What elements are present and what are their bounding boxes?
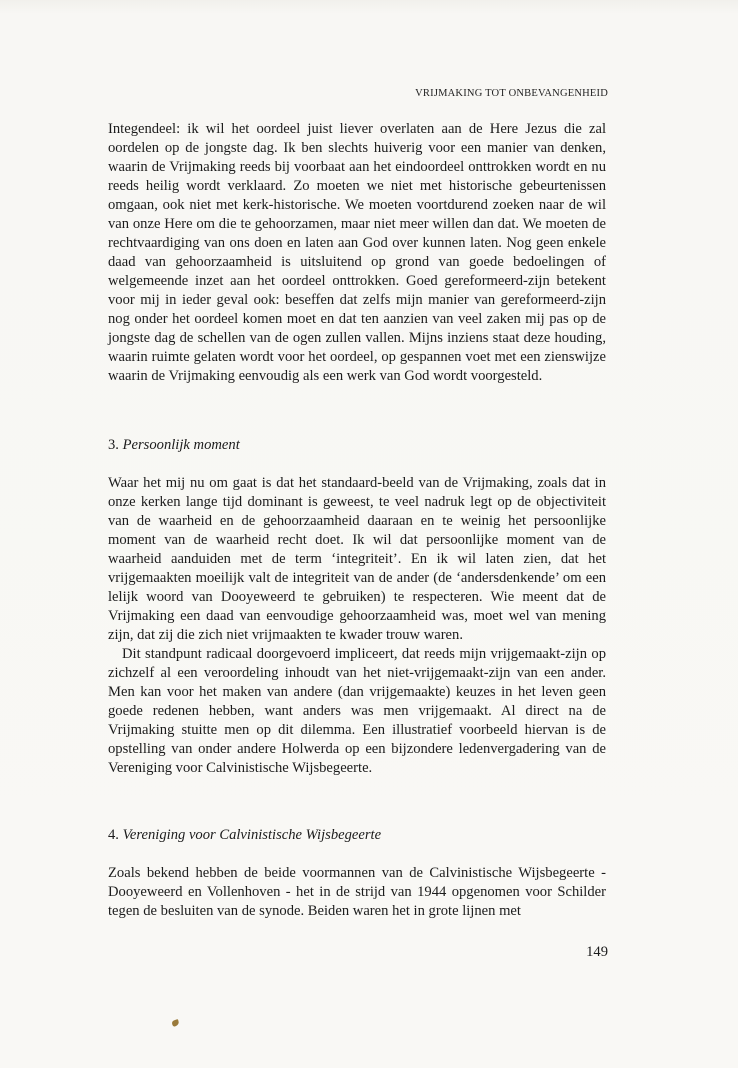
section-number: 3. bbox=[108, 437, 119, 453]
running-head: VRIJMAKING TOT ONBEVANGENHEID bbox=[415, 88, 608, 99]
paragraph: Integendeel: ik wil het oordeel juist liever overlaten aan de Here Jezus die zal oordelen op de jongste dag. Ik ben slechts huiverig voor een manier van denken, waarin de Vrijmaking reeds bij voorbaat aan het eindoordeel onttrokken wordt en nu reeds heilig wordt verklaard. Zo moeten we niet met historische gebeurtenissen omgaan, ook niet met kerk-historische. We moeten voortdurend zoeken naar de wil van onze Here om die te gehoorzamen, maar niet meer willen dan dat. We moeten de rechtvaardiging van ons doen en laten aan God over kunnen laten. Nog geen enkele daad van gehoorzaamheid is uitsluitend op grond van goede bedoelingen of welgemeende inzet aan het oordeel onttrokken. Goed gereformeerd-zijn betekent voor mij in ieder geval ook: beseffen dat zelfs mijn manier van gereformeerd-zijn nog onder het oordeel komen moet en dat ten aanzien van veel zaken mij pas op de jongste dag de schellen van de ogen zullen vallen. Mijns inziens staat deze houding, waarin ruimte gelaten wordt voor het oordeel, op gespannen voet met een zienswijze waarin de Vrijmaking eenvoudig als een werk van God wordt voorgesteld. bbox=[108, 121, 606, 384]
page-number: 149 bbox=[586, 944, 608, 960]
section-number: 4. bbox=[108, 827, 119, 843]
section-title: Persoonlijk moment bbox=[122, 437, 240, 453]
section-title: Vereniging voor Calvinistische Wijsbegeerte bbox=[122, 827, 382, 843]
paragraph: Waar het mij nu om gaat is dat het standaard-beeld van de Vrijmaking, zoals dat in onze kerken lange tijd dominant is geweest, te veel nadruk legt op de objectiviteit van de waarheid en de gehoorzaamheid daaraan en te weinig het persoonlijke moment van de waarheid recht doet. Ik wil dat persoonlijke moment van de waarheid aanduiden met de term ‘integriteit’. En ik wil laten zien, dat het vrijgemaakten moeilijk valt de integriteit van de ander (de ‘andersdenkende’ om een lelijk woord van Dooyeweerd te gebruiken) te respecteren. Wie meent dat de Vrijmaking een daad van eenvoudige gehoorzaamheid was, moet wel van mening zijn, dat zij die zich niet vrijmaakten te kwader trouw waren. bbox=[108, 475, 606, 643]
ink-spot bbox=[171, 1019, 180, 1027]
body-text-block-2 bbox=[108, 474, 606, 778]
body-text-block-1 bbox=[108, 120, 606, 386]
paragraph: Zoals bekend hebben de beide voormannen van de Calvinistische Wijsbegeerte - Dooyeweerd en Vollenhoven - het in de strijd van 1944 opgenomen voor Schilder tegen de besluiten van de synode. Beiden waren het in grote lijnen met bbox=[108, 865, 606, 919]
section-heading-4 bbox=[108, 827, 381, 844]
section-heading-3 bbox=[108, 437, 240, 454]
body-text-block-3 bbox=[108, 864, 606, 921]
paragraph: Dit standpunt radicaal doorgevoerd impliceert, dat reeds mijn vrijgemaakt-zijn op zichzelf al een veroordeling inhoudt van het niet-vrijgemaakt-zijn van een ander. Men kan voor het maken van andere (dan vrijgemaakte) keuzes in het leven geen goede redenen hebben, want anders was men vrijgemaakt. Al direct na de Vrijmaking stuitte men op dit dilemma. Een illustratief voorbeeld hiervan is de opstelling van onder andere Holwerda op een bijzondere ledenvergadering van de Vereniging voor Calvinistische Wijsbegeerte. bbox=[108, 646, 606, 776]
